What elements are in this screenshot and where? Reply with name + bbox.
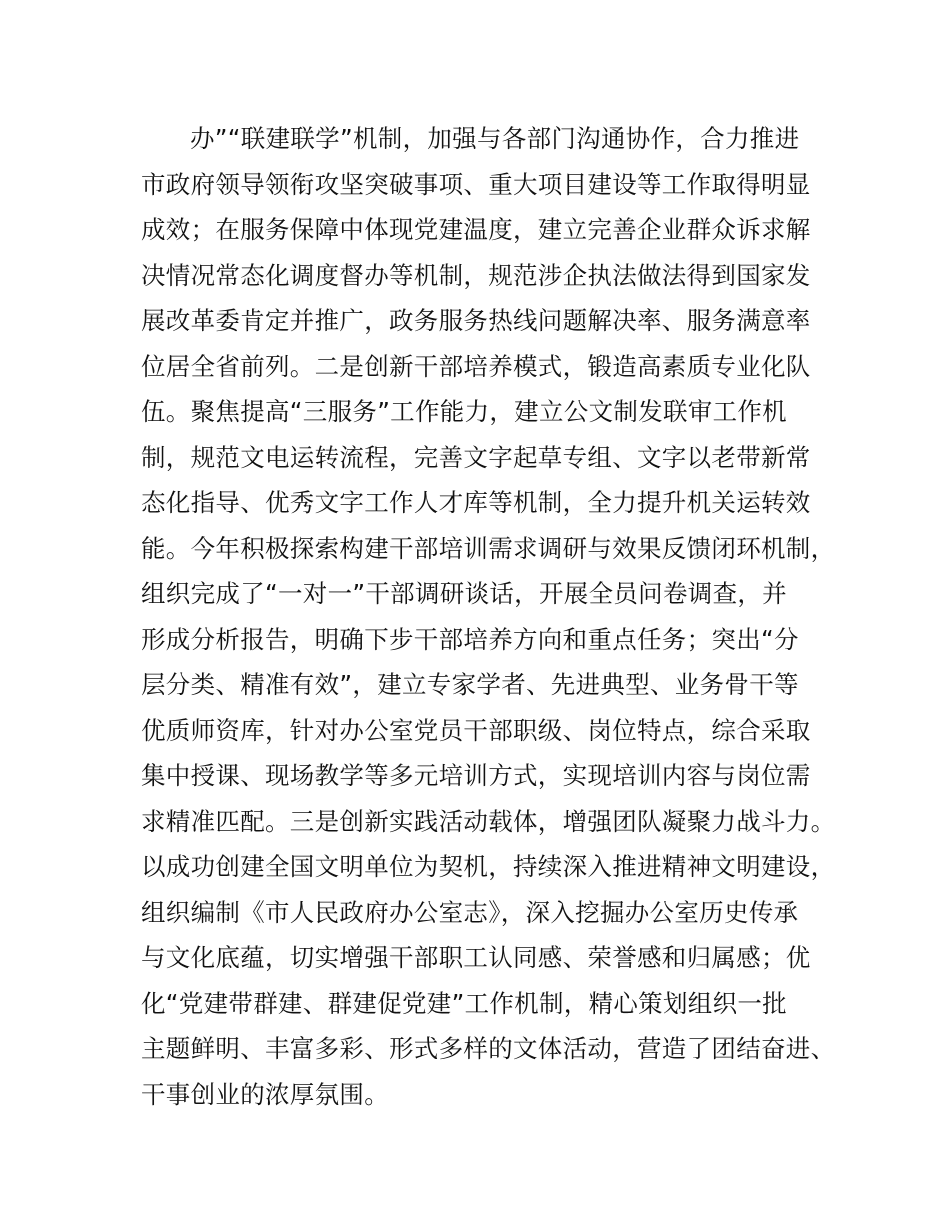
text-line: 以成功创建全国文明单位为契机，持续深入推进精神文明建设， [141, 852, 836, 881]
text-line: 能。今年积极探索构建干部培训需求调研与效果反馈闭环机制， [141, 533, 836, 563]
text-line: 干事创业的浓厚氛围。 [141, 1079, 389, 1109]
text-line: 组织完成了“一对一”干部调研谈话，开展全员问卷调查，并 [141, 579, 787, 608]
text-line: 展改革委肯定并推广，政务服务热线问题解决率、服务满意率 [141, 306, 811, 335]
text-line: 制，规范文电运转流程，完善文字起草专组、文字以老带新常 [141, 442, 811, 472]
text-line: 集中授课、现场教学等多元培训方式，实现培训内容与岗位需 [141, 761, 811, 790]
text-line: 层分类、精准有效”，建立专家学者、先进典型、业务骨干等 [141, 670, 799, 699]
text-line: 与文化底蕴，切实增强干部职工认同感、荣誉感和归属感；优 [141, 943, 811, 972]
text-line: 决情况常态化调度督办等机制，规范涉企执法做法得到国家发 [141, 260, 811, 290]
text-line: 市政府领导领衔攻坚突破事项、重大项目建设等工作取得明显 [141, 169, 811, 199]
text-line: 形成分析报告，明确下步干部培养方向和重点任务；突出“分 [141, 624, 799, 654]
text-line: 优质师资库，针对办公室党员干部职级、岗位特点，综合采取 [141, 715, 811, 745]
text-line: 组织编制《市人民政府办公室志》，深入挖掘办公室历史传承 [141, 897, 799, 927]
text-line: 成效；在服务保障中体现党建温度，建立完善企业群众诉求解 [141, 215, 811, 244]
body-paragraph [141, 116, 841, 1117]
text-line: 化“党建带群建、群建促党建”工作机制，精心策划组织一批 [141, 988, 787, 1018]
text-line: 办”“联建联学”机制，加强与各部门沟通协作，合力推进 [190, 124, 800, 153]
text-line: 伍。聚焦提高“三服务”工作能力，建立公文制发联审工作机 [141, 397, 787, 426]
text-line: 求精准匹配。三是创新实践活动载体，增强团队凝聚力战斗力。 [141, 806, 836, 836]
text-line: 态化指导、优秀文字工作人才库等机制，全力提升机关运转效 [141, 488, 811, 517]
text-line: 位居全省前列。二是创新干部培养模式，锻造高素质专业化队 [141, 351, 811, 381]
text-line: 主题鲜明、丰富多彩、形式多样的文体活动，营造了团结奋进、 [141, 1034, 836, 1063]
